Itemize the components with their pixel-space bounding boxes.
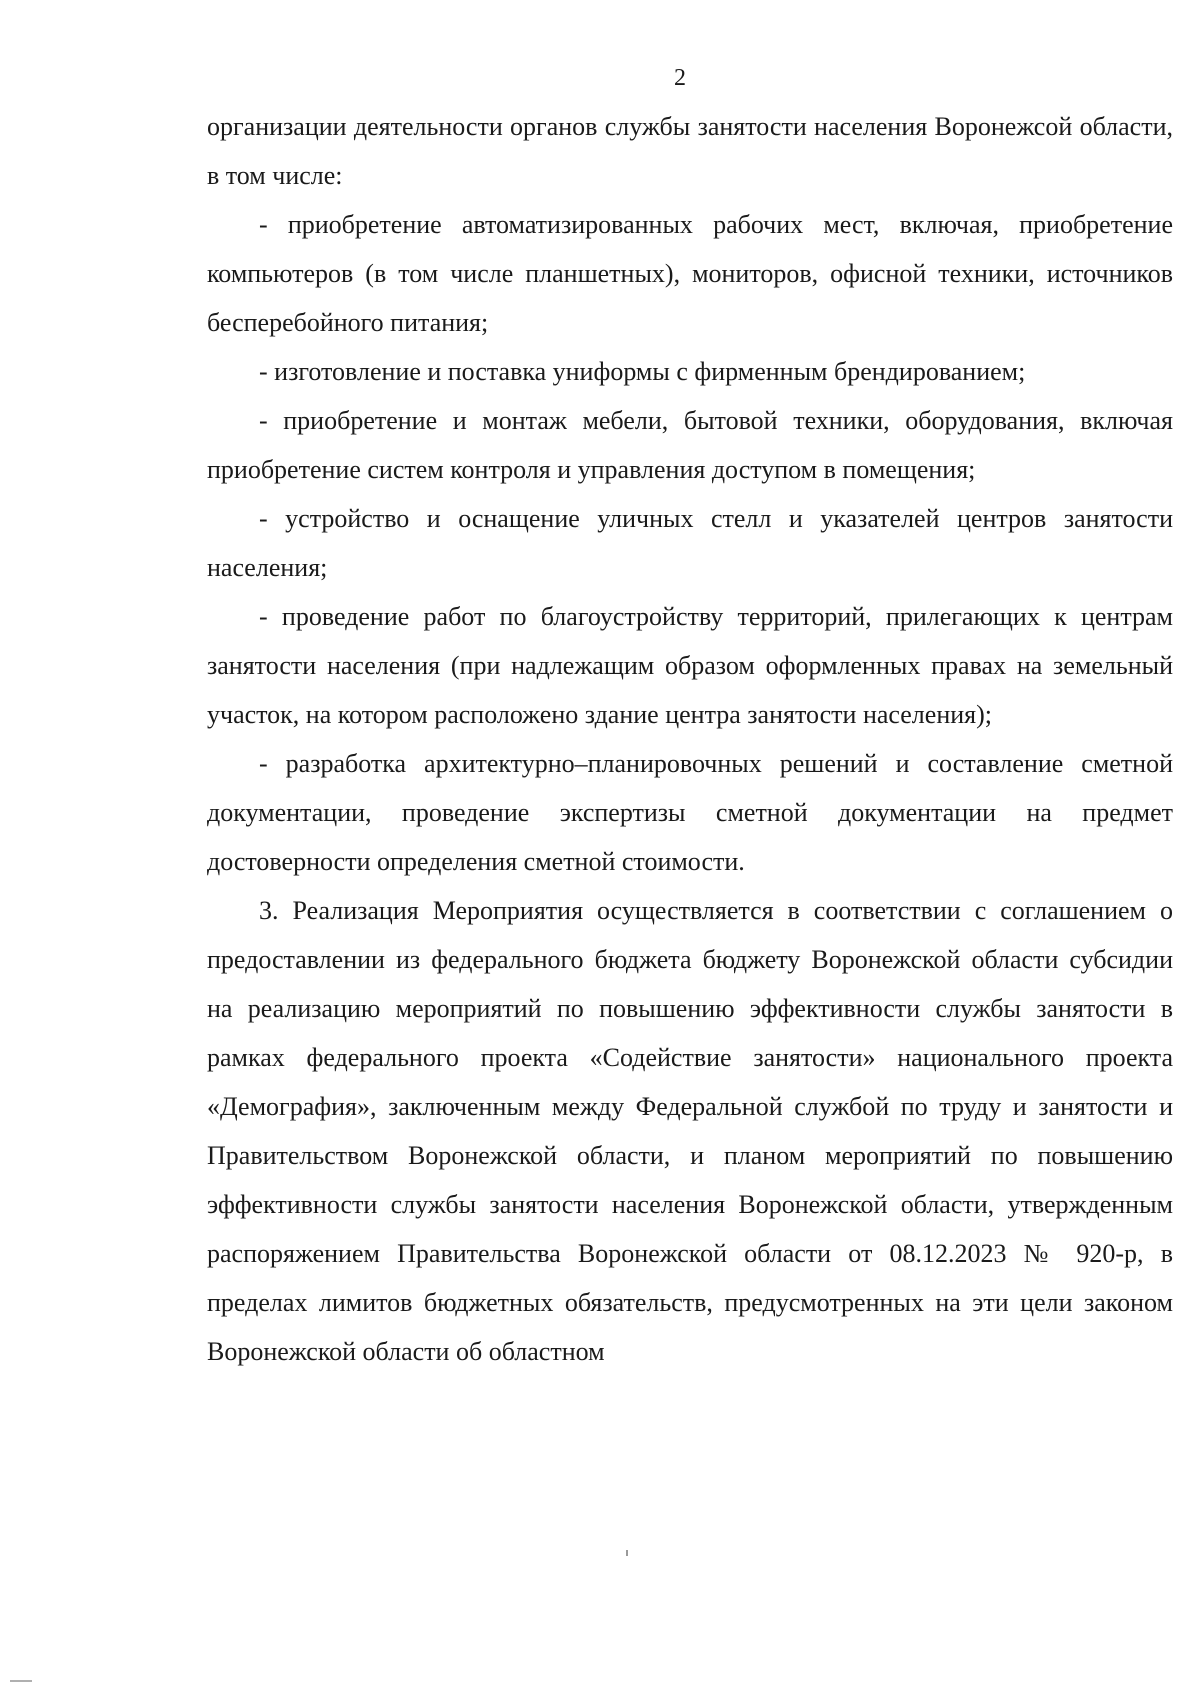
- scan-edge-mark: [10, 1680, 32, 1682]
- list-item-furniture: - приобретение и монтаж мебели, бытовой техники, оборудования, включая приобретение систем контроля и управления доступом в помещения;: [207, 406, 1173, 484]
- paragraph-continuation: организации деятельности органов службы занятости населения Воронежсой области, в том числе:: [207, 112, 1173, 190]
- list-item-workstations: - приобретение автоматизированных рабочих мест, включая, приобретение компьютеров (в том числе планшетных), мониторов, офисной техники, источников бесперебойного питания;: [207, 210, 1173, 337]
- page-number: 2: [674, 65, 686, 91]
- list-item-landscaping: - проведение работ по благоустройству территорий, прилегающих к центрам занятости населения (при надлежащим образом оформленных правах на земельный участок, на котором расположено здание центра занятости населения);: [207, 602, 1173, 729]
- paragraph-section-3: 3. Реализация Мероприятия осуществляется в соответствии с соглашением о предоставлении из федерального бюджета бюджету Воронежской области субсидии на реализацию мероприятий по повышению эффективности службы занятости в рамках федерального проекта «Содействие занятости» национального проекта «Демография», заключенным между Федеральной службой по труду и занятости и Правительством Воронежской области, и планом мероприятий по повышению эффективности службы занятости населения Воронежской области, утвержденным распоряжением Правительства Воронежской области от 08.12.2023 № 920-р, в пределах лимитов бюджетных обязательств, предусмотренных на эти цели законом Воронежской области об областном: [207, 896, 1173, 1366]
- list-item-uniform: - изготовление и поставка униформы с фирменным брендированием;: [259, 357, 1026, 386]
- list-item-signage: - устройство и оснащение уличных стелл и указателей центров занятости населения;: [207, 504, 1173, 582]
- document-body: [207, 102, 1173, 1376]
- list-item-design-documentation: - разработка архитектурно–планировочных решений и составление сметной документации, проведение экспертизы сметной документации на предмет достоверности определения сметной стоимости.: [207, 749, 1173, 876]
- scan-speck: [626, 1550, 628, 1556]
